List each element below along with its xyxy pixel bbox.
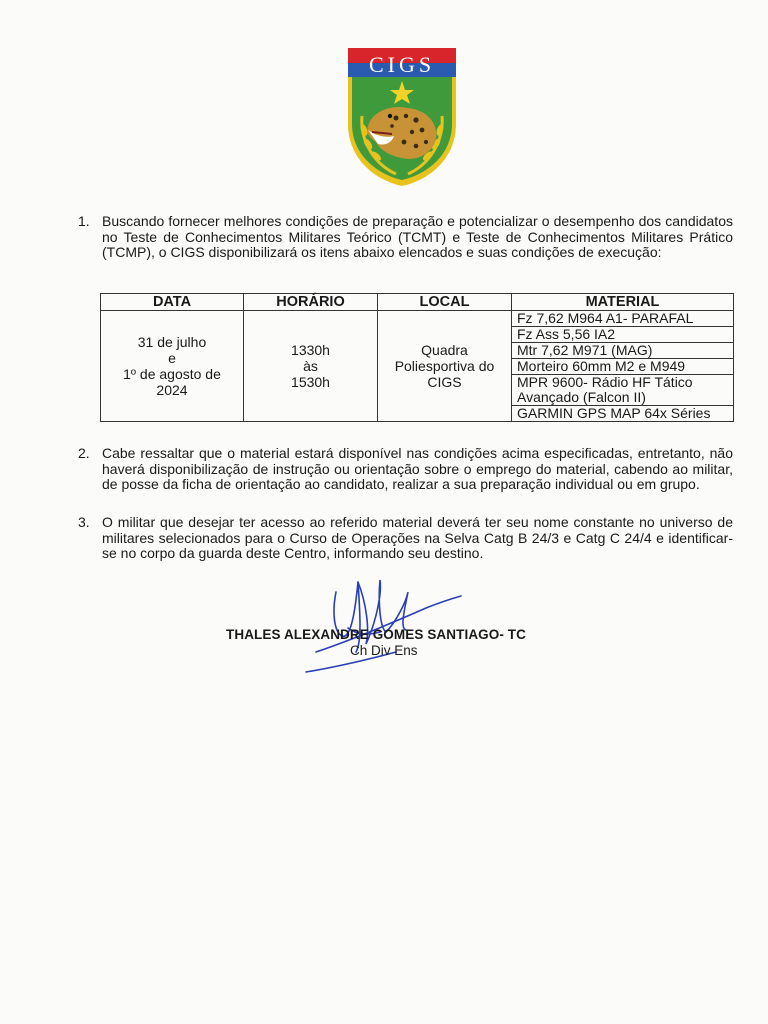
cell-local (378, 311, 512, 422)
material-item: Morteiro 60mm M2 e M949 (512, 359, 734, 375)
table-header-row (101, 294, 734, 311)
signatory-role: Ch Div Ens (350, 643, 418, 658)
local-line: Poliesportiva do (394, 358, 495, 374)
item-text: O militar que desejar ter acesso ao referido material deverá ter seu nome constante no universo de militares selecionados para o Curso de Operações na Selva Catg B 24/3 e Catg C 24/4 e identificar-se no corpo da guarda deste Centro, informando seu destino. (102, 514, 733, 561)
horario-line: às (303, 358, 318, 374)
paragraph-item-1 (78, 214, 733, 278)
material-item: Fz 7,62 M964 A1- PARAFAL (512, 311, 734, 327)
horario-line: 1530h (291, 374, 330, 390)
material-item: Mtr 7,62 M971 (MAG) (512, 343, 734, 359)
signatory-name: THALES ALEXANDRE GOMES SANTIAGO- TC (226, 627, 527, 642)
cell-data (101, 311, 244, 422)
material-item: Fz Ass 5,56 IA2 (512, 327, 734, 343)
paragraph-item-2 (78, 446, 733, 510)
horario-line: 1330h (291, 342, 330, 358)
header-data: DATA (101, 294, 244, 311)
data-line: e (168, 350, 176, 366)
header-horario: HORÁRIO (244, 294, 378, 311)
header-local: LOCAL (378, 294, 512, 311)
local-line: Quadra (421, 342, 468, 358)
material-schedule-table (100, 293, 734, 422)
paragraph-item-3 (78, 515, 733, 565)
local-line: CIGS (427, 374, 462, 390)
item-text: Buscando fornecer melhores condições de preparação e potencializar o desempenho dos candidatos no Teste de Conhecimentos Militares Teórico (TCMT) e Teste de Conhecimentos Militares Prático (TCMP), o CIGS disponibilizará os itens abaixo elencados e suas condições de execução: (102, 213, 733, 260)
emblem-banner-text: CIGS (368, 52, 436, 77)
data-line: 2024 (156, 382, 188, 398)
header-material: MATERIAL (512, 294, 734, 311)
table-row (101, 311, 734, 327)
cell-horario (244, 311, 378, 422)
item-number: 3. (78, 514, 90, 530)
data-line: 31 de julho (137, 334, 207, 350)
data-line: 1º de agosto de (123, 366, 221, 382)
cigs-emblem (346, 46, 458, 188)
item-text: Cabe ressaltar que o material estará disponível nas condições acima especificadas, entretanto, não haverá disponibilização de instrução ou orientação sobre o emprego do material, cabendo ao militar, de posse da ficha de orientação ao candidato, realizar a sua preparação individual ou em grupo. (102, 445, 733, 492)
item-number: 1. (78, 213, 90, 229)
material-item: MPR 9600- Rádio HF Tático Avançado (Falcon II) (512, 375, 734, 406)
item-number: 2. (78, 445, 90, 461)
material-item: GARMIN GPS MAP 64x Séries (512, 406, 734, 422)
